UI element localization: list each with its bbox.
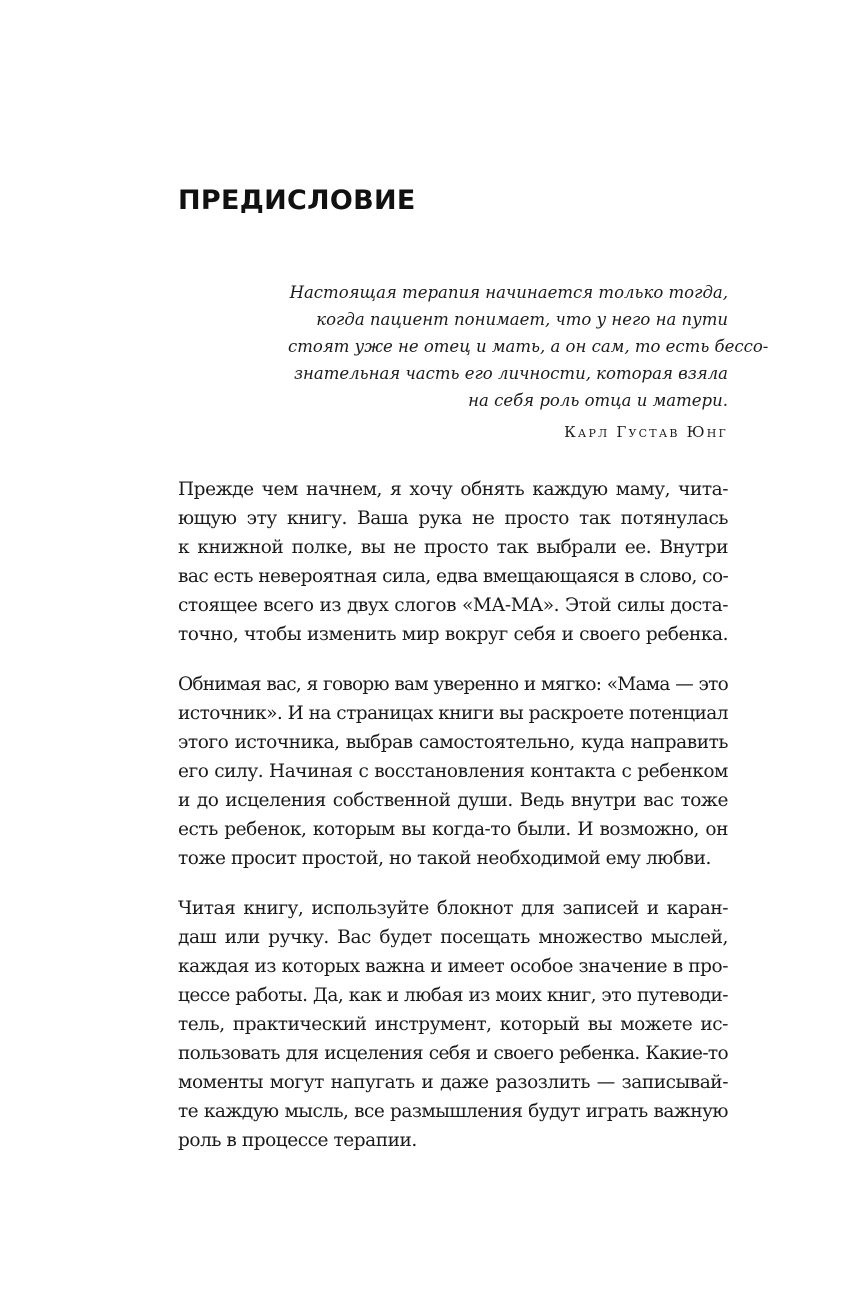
- text-line: даш или ручку. Вас будет посещать множество мыслей,: [178, 927, 728, 948]
- chapter-heading: ПРЕДИСЛОВИЕ: [178, 185, 416, 216]
- epigraph-line: на себя роль отца и матери.: [468, 391, 728, 410]
- epigraph-line: стоят уже не отец и мать, а он сам, то есть бессо-: [288, 337, 769, 356]
- text-line: тель, практический инструмент, который вы можете ис-: [178, 1014, 728, 1035]
- text-line: пользовать для исцеления себя и своего ребенка. Какие-то: [178, 1043, 728, 1064]
- epigraph-line: Настоящая терапия начинается только тогда,: [289, 283, 728, 302]
- text-line: этого источника, выбрав самостоятельно, куда направить: [178, 732, 728, 753]
- epigraph-line: знательная часть его личности, которая взяла: [294, 364, 728, 383]
- text-line: Читая книгу, используйте блокнот для записей и каран-: [178, 898, 728, 919]
- epigraph-line: когда пациент понимает, что у него на пути: [316, 310, 728, 329]
- text-line: есть ребенок, которым вы когда-то были. И возможно, он: [178, 819, 728, 840]
- paragraph-2: [178, 670, 728, 873]
- text-line: вас есть невероятная сила, едва вмещающаяся в слово, со-: [178, 566, 729, 587]
- text-line: ющую эту книгу. Ваша рука не просто так потянулась: [178, 508, 728, 529]
- text-line: к книжной полке, вы не просто так выбрали ее. Внутри: [178, 537, 728, 558]
- paragraph-3: [178, 894, 728, 1155]
- text-line: каждая из которых важна и имеет особое значение в про-: [178, 956, 728, 977]
- text-line: точно, чтобы изменить мир вокруг себя и своего ребенка.: [178, 624, 728, 645]
- text-line: цессе работы. Да, как и любая из моих книг, это путеводи-: [178, 985, 728, 1006]
- text-line: Прежде чем начнем, я хочу обнять каждую маму, чита-: [178, 479, 728, 500]
- text-line: моменты могут напугать и даже разозлить — записывай-: [178, 1072, 728, 1093]
- text-line: стоящее всего из двух слогов «МА-МА». Этой силы доста-: [178, 595, 728, 616]
- text-line: источник». И на страницах книги вы раскроете потенциал: [178, 703, 728, 724]
- text-line: тоже просит простой, но такой необходимой ему любви.: [178, 848, 711, 869]
- text-line: те каждую мысль, все размышления будут играть важную: [178, 1101, 728, 1122]
- text-line: роль в процессе терапии.: [178, 1130, 417, 1151]
- text-line: его силу. Начиная с восстановления контакта с ребенком: [178, 761, 728, 782]
- paragraph-1: [178, 475, 728, 649]
- text-line: и до исцеления собственной души. Ведь внутри вас тоже: [178, 790, 728, 811]
- epigraph: [288, 279, 769, 444]
- epigraph-author: Карл Густав Юнг: [564, 423, 728, 441]
- body-text: [178, 475, 728, 1176]
- text-line: Обнимая вас, я говорю вам уверенно и мягко: «Мама — это: [178, 674, 728, 695]
